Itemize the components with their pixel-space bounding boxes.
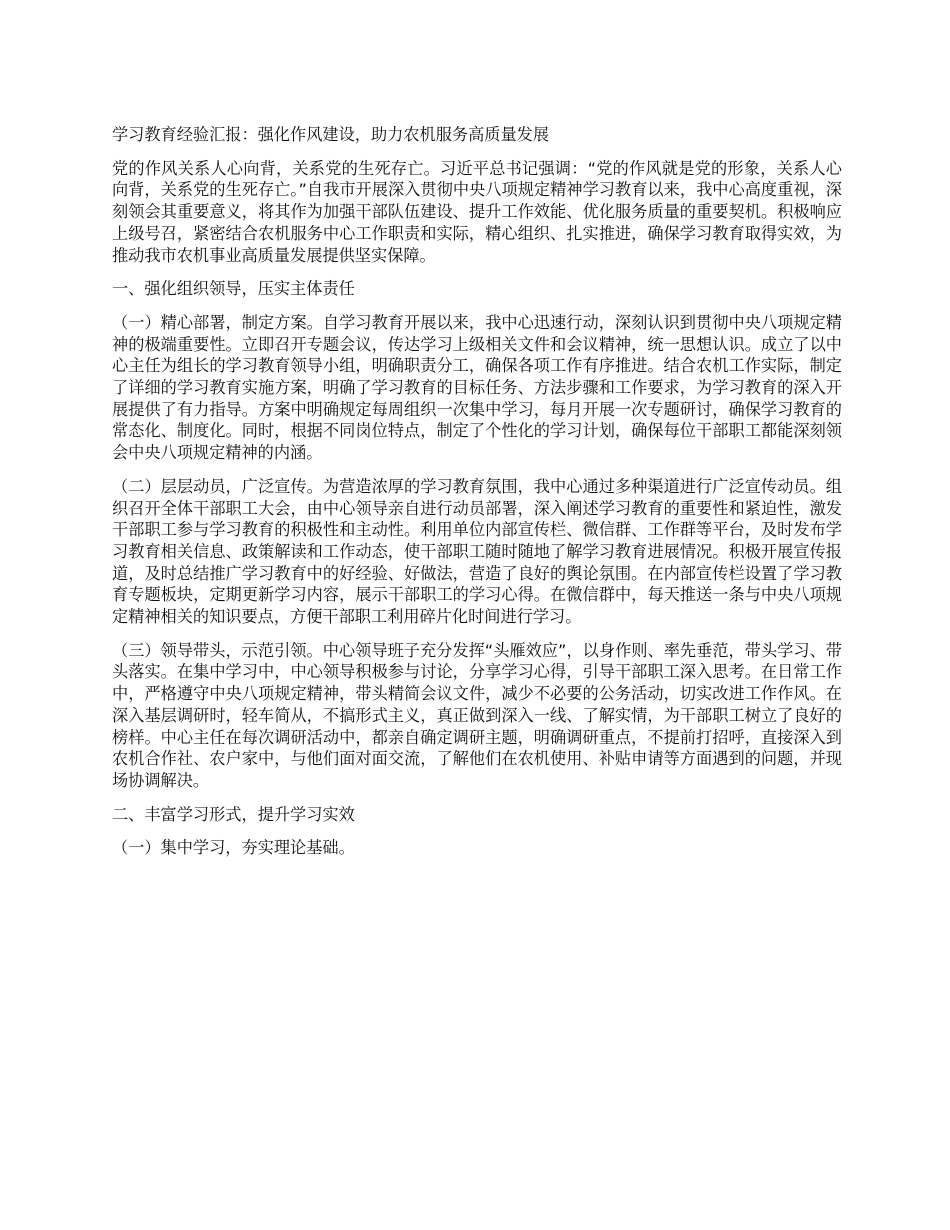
document-title: 学习教育经验汇报：强化作风建设，助力农机服务高质量发展 bbox=[112, 125, 550, 144]
section-2-heading: 二、丰富学习形式，提升学习实效 bbox=[112, 804, 355, 824]
section-1-paragraph-2: （二）层层动员，广泛宣传。为营造浓厚的学习教育氛围，我中心通过多种渠道进行广泛宣传动员。组织召开全体干部职工大会，由中心领导亲自进行动员部署，深入阐述学习教育的重要性和紧迫性，激发干部职工参与学习教育的积极性和主动性。利用单位内部宣传栏、微信群、工作群等平台，及时发布学习教育相关信息、政策解读和工作动态，使干部职工随时随地了解学习教育进展情况。积极开展宣传报道，及时总结推广学习教育中的好经验、好做法，营造了良好的舆论氛围。在内部宣传栏设置了学习教育专题板块，定期更新学习内容，展示干部职工的学习心得。在微信群中，每天推送一条与中央八项规定精神相关的知识要点，方便干部职工利用碎片化时间进行学习。 bbox=[112, 476, 842, 627]
section-1-paragraph-1: （一）精心部署，制定方案。自学习教育开展以来，我中心迅速行动，深刻认识到贯彻中央八项规定精神的极端重要性。立即召开专题会议，传达学习上级相关文件和会议精神，统一思想认识。成立了以中心主任为组长的学习教育领导小组，明确职责分工，确保各项工作有序推进。结合农机工作实际，制定了详细的学习教育实施方案，明确了学习教育的目标任务、方法步骤和工作要求，为学习教育的深入开展提供了有力指导。方案中明确规定每周组织一次集中学习，每月开展一次专题研讨，确保学习教育的常态化、制度化。同时，根据不同岗位特点，制定了个性化的学习计划，确保每位干部职工都能深刻领会中央八项规定精神的内涵。 bbox=[112, 312, 842, 463]
section-1-heading: 一、强化组织领导，压实主体责任 bbox=[112, 279, 355, 299]
section-1-paragraph-3: （三）领导带头，示范引领。中心领导班子充分发挥“头雁效应”，以身作则、率先垂范，带头学习、带头落实。在集中学习中，中心领导积极参与讨论，分享学习心得，引导干部职工深入思考。在日常工作中，严格遵守中央八项规定精神，带头精简会议文件，减少不必要的公务活动，切实改进工作作风。在深入基层调研时，轻车简从，不搞形式主义，真正做到深入一线、了解实情，为干部职工树立了良好的榜样。中心主任在每次调研活动中，都亲自确定调研主题，明确调研重点，不提前打招呼，直接深入到农机合作社、农户家中，与他们面对面交流，了解他们在农机使用、补贴申请等方面遇到的问题，并现场协调解决。 bbox=[112, 640, 842, 790]
section-2-paragraph-1: （一）集中学习，夯实理论基础。 bbox=[112, 838, 355, 858]
document-page bbox=[112, 124, 842, 871]
intro-paragraph: 党的作风关系人心向背，关系党的生死存亡。习近平总书记强调：“党的作风就是党的形象，关系人心向背，关系党的生死存亡。”自我市开展深入贯彻中央八项规定精神学习教育以来，我中心高度重视，深刻领会其重要意义，将其作为加强干部队伍建设、提升工作效能、优化服务质量的重要契机。积极响应上级号召，紧密结合农机服务中心工作职责和实际，精心组织、扎实推进，确保学习教育取得实效，为推动我市农机事业高质量发展提供坚实保障。 bbox=[112, 158, 842, 265]
